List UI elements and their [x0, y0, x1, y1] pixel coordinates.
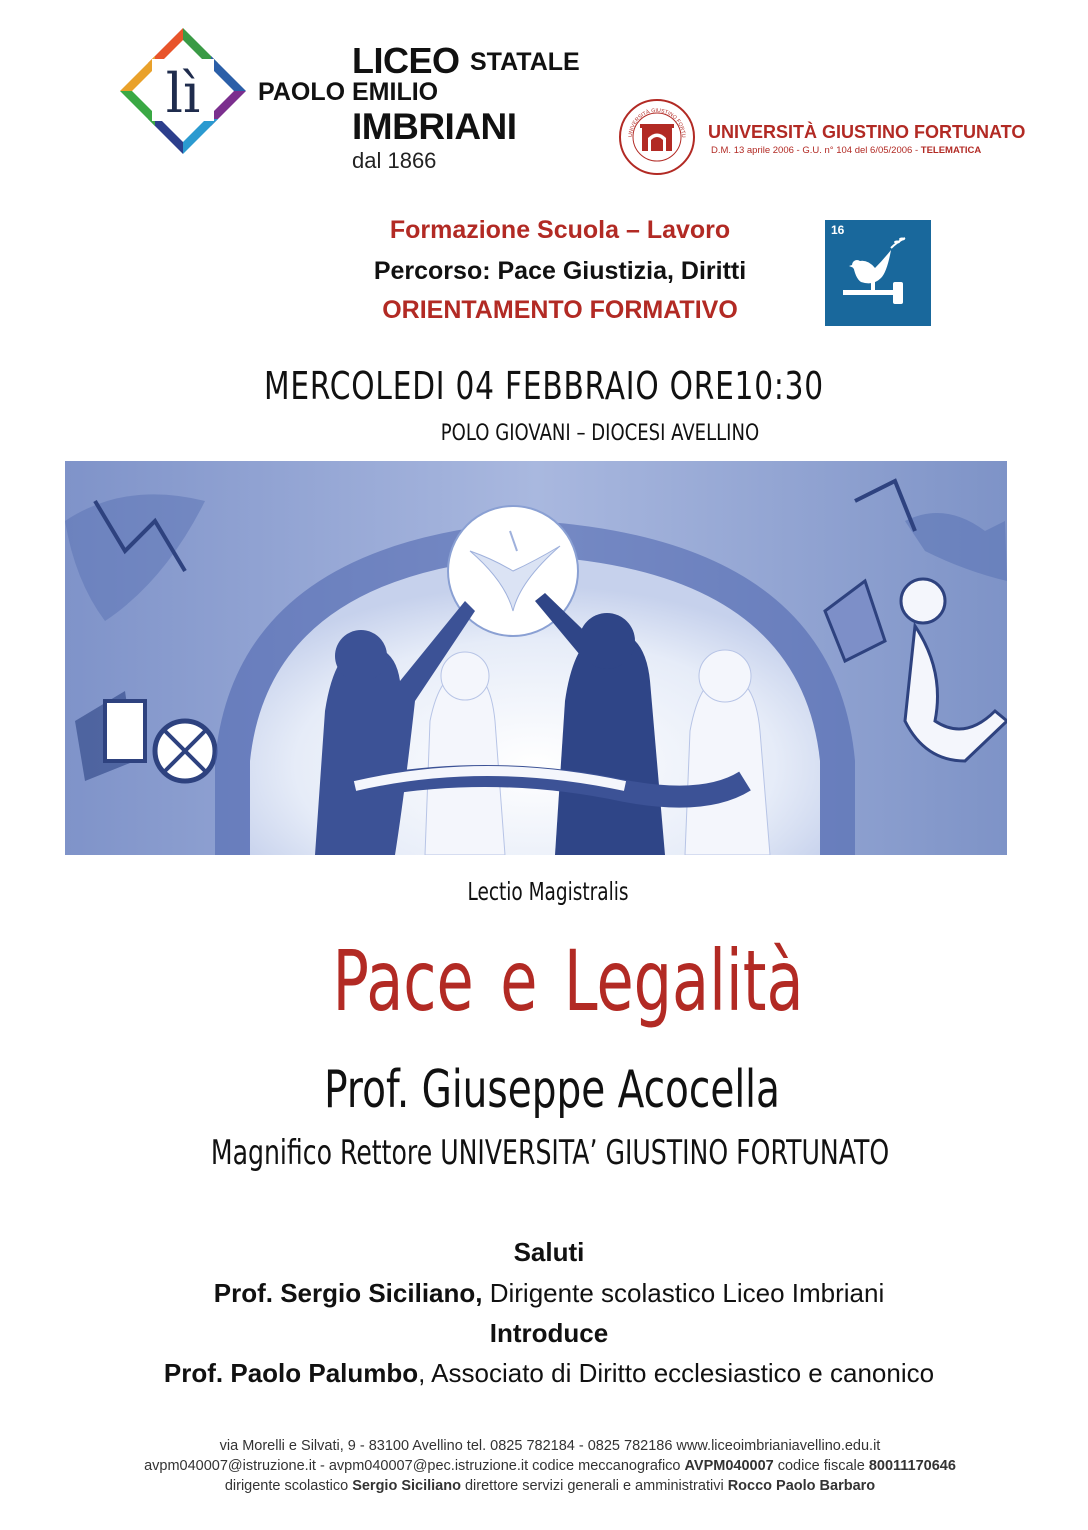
- liceo-logo-text: [258, 40, 598, 175]
- footer-director-name: Rocco Paolo Barbaro: [727, 1478, 876, 1494]
- footer-principal-name: Sergio Siciliano: [352, 1478, 461, 1494]
- greeter-role: Dirigente scolastico Liceo Imbriani: [482, 1278, 885, 1308]
- university-decree: [711, 145, 981, 156]
- footer-emails: avpm040007@istruzione.it - avpm040007@pec.istruzione.it codice meccanografico: [144, 1458, 685, 1474]
- university-seal-icon: [618, 98, 696, 176]
- greeter-name: Prof. Sergio Siciliano,: [213, 1278, 483, 1308]
- paolo-word: PAOLO: [258, 78, 346, 106]
- footer-address: via Morelli e Silvati, 9 - 83100 Avellino tel. 0825 782184 - 0825 782186 www.liceoimbrianiavellino.edu.it: [219, 1438, 881, 1454]
- footer-fiscal-code: 80011170646: [868, 1458, 956, 1474]
- greeter-line: [0, 1278, 1088, 1309]
- emilio-word: EMILIO: [352, 78, 439, 106]
- intro-line: [0, 1358, 1088, 1389]
- program-line-3: ORIENTAMENTO FORMATIVO: [382, 296, 738, 324]
- university-decree-text: D.M. 13 aprile 2006 - G.U. n° 104 del 6/05/2006 -: [711, 145, 921, 156]
- imbriani-word: IMBRIANI: [352, 106, 517, 147]
- intro-role: , Associato di Diritto ecclesiastico e canonico: [418, 1358, 935, 1388]
- speaker-role-title: Magnifico Rettore: [210, 1133, 441, 1173]
- liceo-logo-icon: [118, 26, 248, 156]
- mural-image: [65, 461, 1007, 855]
- footer-mechanographic-code: AVPM040007: [684, 1458, 774, 1474]
- program-line-2: Percorso: Pace Giustizia, Diritti: [373, 257, 747, 285]
- statale-word: STATALE: [470, 48, 580, 76]
- speaker-role-university: UNIVERSITA’ GIUSTINO FORTUNATO: [440, 1133, 890, 1173]
- svg-text:lì: lì: [165, 62, 201, 125]
- university-name: UNIVERSITÀ GIUSTINO FORTUNATO: [708, 122, 1026, 142]
- greetings-label: [0, 1237, 1088, 1268]
- sdg-number: 16: [831, 223, 845, 237]
- svg-text:UNIVERSITÀ GIUSTINO FORTUNATO: UNIVERSITÀ GIUSTINO FORTU: [627, 107, 687, 138]
- footer-director-label: direttore servizi generali e amministrativi: [460, 1478, 728, 1494]
- event-place: POLO GIOVANI – DIOCESI AVELLINO: [440, 421, 760, 446]
- intro-name: Prof. Paolo Palumbo: [163, 1358, 419, 1388]
- program-line-1: Formazione Scuola – Lavoro: [389, 216, 731, 244]
- greetings-label-text: Saluti: [513, 1237, 585, 1267]
- speaker-role: [143, 1133, 957, 1173]
- speaker-name: Prof. Giuseppe Acocella: [324, 1060, 780, 1120]
- founded-year: dal 1866: [352, 148, 437, 173]
- liceo-word: LICEO: [352, 40, 460, 81]
- sdg-16-badge: [825, 220, 931, 326]
- lecture-title: Pace e Legalità: [332, 932, 804, 1030]
- footer-management: [0, 1478, 1088, 1494]
- intro-label: [0, 1318, 1088, 1349]
- lecture-kind: Lectio Magistralis: [467, 877, 629, 906]
- footer-fiscal-label: codice fiscale: [773, 1458, 869, 1474]
- university-telematica: TELEMATICA: [920, 145, 982, 156]
- footer-principal-label: dirigente scolastico: [224, 1478, 353, 1494]
- footer-contacts: [0, 1458, 1088, 1474]
- event-date: MERCOLEDI 04 FEBBRAIO ORE10:30: [264, 364, 824, 408]
- intro-label-text: Introduce: [489, 1318, 609, 1348]
